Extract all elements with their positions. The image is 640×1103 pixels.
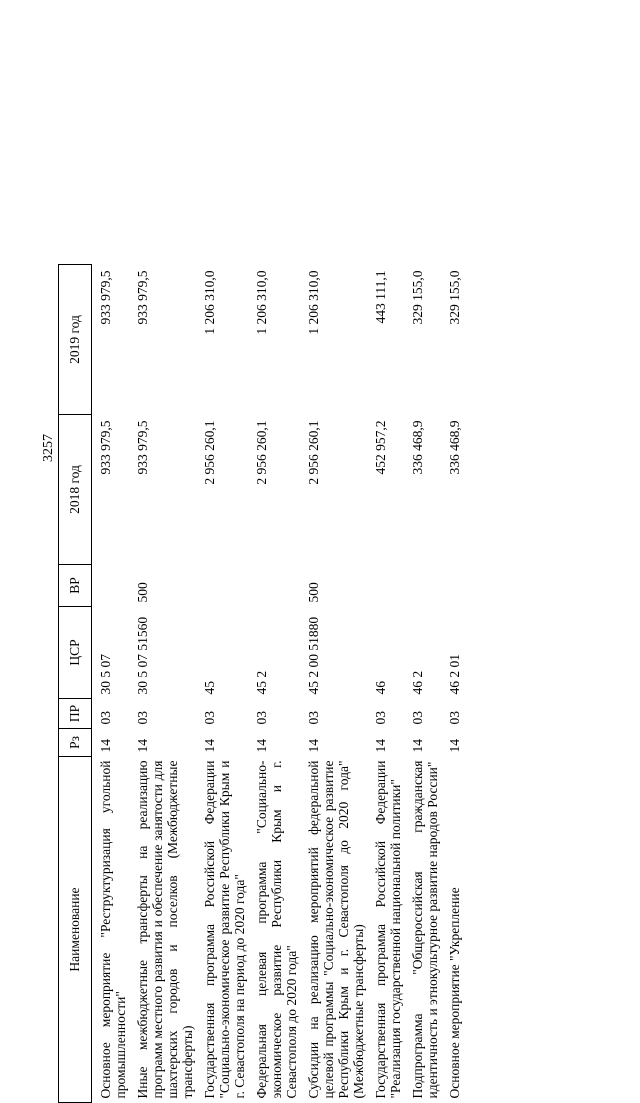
row-vr [444, 565, 466, 607]
row-rz: 14 [135, 739, 150, 753]
row-pr: 03 [306, 711, 321, 725]
row-pr: 03 [373, 711, 388, 725]
row-name: Субсидии на реализацию мероприятий федеральной целевой программы "Социально-экономическое развитие Республики Крым и г. Севастополя до 2020 года" (Межбюджетные трансферты) [306, 760, 366, 1099]
row-vr [407, 565, 444, 607]
table-header [59, 265, 92, 1103]
header-name: Наименование [59, 757, 92, 1103]
row-2018: 933 979,5 [98, 420, 113, 475]
row-2019: 1 206 310,0 [254, 270, 269, 335]
table-row [407, 265, 444, 1103]
row-2019: 933 979,5 [98, 270, 113, 325]
row-vr [92, 565, 133, 607]
table-row [370, 265, 407, 1103]
row-2019: 933 979,5 [135, 270, 150, 325]
row-vr [199, 565, 251, 607]
row-pr: 03 [202, 711, 217, 725]
row-name: Государственная программа Российской Федерации "Реализация государственной национальной политики" [373, 760, 403, 1099]
table-body [92, 265, 467, 1103]
row-csr: 45 2 [254, 670, 269, 695]
header-vr: ВР [59, 565, 92, 607]
row-name: Основное мероприятие "Укрепление [447, 887, 462, 1099]
table-row [92, 265, 133, 1103]
row-vr: 500 [135, 582, 150, 603]
row-csr: 45 [202, 681, 217, 695]
row-2019: 329 155,0 [447, 270, 462, 325]
table-row [199, 265, 251, 1103]
table-row [251, 265, 303, 1103]
row-csr: 46 [373, 681, 388, 695]
row-name: Иные межбюджетные трансферты на реализацию программ местного развития и обеспечение занятости для шахтерских городов и поселков (Межбюджетные трансферты) [135, 760, 195, 1099]
row-2018: 933 979,5 [135, 420, 150, 475]
row-2018: 452 957,2 [373, 420, 388, 475]
header-2019: 2019 год [59, 265, 92, 415]
row-pr: 03 [98, 711, 113, 725]
row-rz: 14 [202, 739, 217, 753]
row-rz: 14 [373, 739, 388, 753]
header-rz: Рз [59, 729, 92, 757]
table-row [132, 265, 199, 1103]
row-pr: 03 [254, 711, 269, 725]
row-rz: 14 [254, 739, 269, 753]
row-csr: 30 5 07 [98, 654, 113, 695]
budget-table-rotated [58, 265, 586, 1103]
row-2018: 2 956 260,1 [202, 420, 217, 485]
header-csr: ЦСР [59, 607, 92, 699]
table-row [444, 265, 466, 1103]
row-2019: 1 206 310,0 [202, 270, 217, 335]
budget-table [58, 264, 466, 1103]
row-name: Государственная программа Российской Федерации "Социально-экономическое развитие Республики Крым и г. Севастополя на период до 2020 года" [202, 760, 247, 1099]
row-vr [251, 565, 303, 607]
row-csr: 46 2 [410, 670, 425, 695]
row-2019: 1 206 310,0 [306, 270, 321, 335]
row-name: Федеральная целевая программа "Социально-экономическое развитие Республики Крым и г. Севастополя до 2020 года" [254, 760, 299, 1099]
row-pr: 03 [410, 711, 425, 725]
row-2019: 329 155,0 [410, 270, 425, 325]
row-pr: 03 [135, 711, 150, 725]
header-2018: 2018 год [59, 415, 92, 565]
row-2018: 336 468,9 [410, 420, 425, 475]
row-2018: 2 956 260,1 [306, 420, 321, 485]
row-vr: 500 [306, 582, 321, 603]
row-rz: 14 [98, 739, 113, 753]
row-pr: 03 [447, 711, 462, 725]
row-2018: 336 468,9 [447, 420, 462, 475]
row-name: Основное мероприятие "Реструктуризация угольной промышленности" [98, 760, 128, 1099]
row-name: Подпрограмма "Общероссийская гражданская идентичность и этнокультурное развитие народов России" [410, 760, 440, 1099]
row-csr: 46 2 01 [447, 654, 462, 695]
row-rz: 14 [306, 739, 321, 753]
header-pr: ПР [59, 699, 92, 729]
row-vr [370, 565, 407, 607]
row-rz: 14 [410, 739, 425, 753]
row-csr: 30 5 07 51560 [135, 616, 150, 695]
row-2019: 443 111,1 [373, 270, 388, 324]
row-2018: 2 956 260,1 [254, 420, 269, 485]
row-csr: 45 2 00 51880 [306, 616, 321, 695]
table-row [303, 265, 370, 1103]
page-number: 3257 [41, 434, 56, 462]
row-rz: 14 [447, 739, 462, 753]
